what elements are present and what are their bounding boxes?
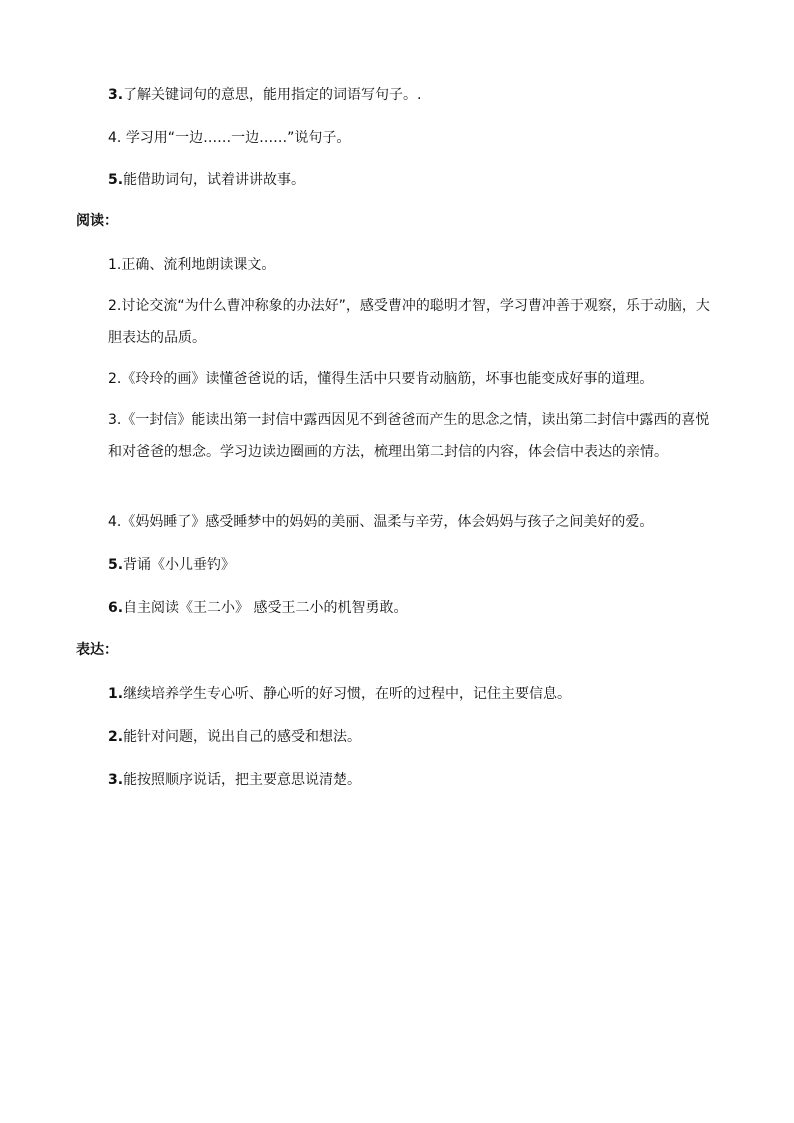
item-number: 6. bbox=[108, 600, 124, 616]
reading-item-2 bbox=[108, 290, 720, 354]
item-text: 了解关键词句的意思，能用指定的词语写句子。. bbox=[123, 87, 422, 103]
reading-item-5 bbox=[108, 555, 235, 575]
item-number: 5. bbox=[108, 172, 124, 188]
item-text: 讨论交流“为什么曹冲称象的办法好”，感受曹冲的聪明才智，学习曹冲善于观察，乐于动脑，大胆表达的品质。 bbox=[108, 298, 710, 346]
intro-item-5 bbox=[108, 170, 305, 190]
reading-item-2b bbox=[108, 369, 653, 389]
item-text: 《一封信》能读出第一封信中露西因见不到爸爸而产生的思念之情，读出第二封信中露西的喜悦和对爸爸的想念。学习边读边圈画的方法，梳理出第二封信的内容，体会信中表达的亲情。 bbox=[108, 412, 710, 460]
intro-item-4 bbox=[108, 128, 350, 148]
expression-item-3 bbox=[108, 770, 361, 790]
reading-heading: 阅读： bbox=[76, 213, 118, 229]
item-number: 3. bbox=[108, 412, 122, 428]
item-number: 2. bbox=[108, 729, 124, 745]
item-text: 自主阅读《王二小》 感受王二小的机智勇敢。 bbox=[123, 600, 408, 616]
item-number: 1. bbox=[108, 257, 122, 273]
item-text: 背诵《小儿垂钓》 bbox=[123, 557, 236, 573]
item-number: 1. bbox=[108, 686, 124, 702]
item-text: 继续培养学生专心听、静心听的好习惯，在听的过程中，记住主要信息。 bbox=[123, 686, 572, 702]
item-number: 4. bbox=[108, 130, 126, 146]
reading-item-6 bbox=[108, 598, 408, 618]
item-text: 《玲玲的画》读懂爸爸说的话，懂得生活中只要肯动脑筋，坏事也能变成好事的道理。 bbox=[121, 371, 654, 387]
item-number: 4. bbox=[108, 514, 122, 530]
intro-item-3 bbox=[108, 85, 422, 105]
item-number: 3. bbox=[108, 87, 124, 103]
item-number: 3. bbox=[108, 772, 124, 788]
expression-item-2 bbox=[108, 727, 361, 747]
item-number: 5. bbox=[108, 557, 124, 573]
item-number: 2. bbox=[108, 298, 122, 314]
item-text: 能针对问题，说出自己的感受和想法。 bbox=[123, 729, 362, 745]
item-number: 2. bbox=[108, 371, 122, 387]
item-text: 学习用“一边……一边……”说句子。 bbox=[125, 130, 351, 146]
reading-item-3 bbox=[108, 404, 720, 468]
item-text: 《妈妈睡了》感受睡梦中的妈妈的美丽、温柔与辛劳，体会妈妈与孩子之间美好的爱。 bbox=[121, 514, 654, 530]
reading-item-4 bbox=[108, 512, 653, 532]
item-text: 正确、流利地朗读课文。 bbox=[121, 257, 276, 273]
expression-item-1 bbox=[108, 684, 571, 704]
reading-item-1 bbox=[108, 255, 275, 275]
item-text: 能按照顺序说话，把主要意思说清楚。 bbox=[123, 772, 362, 788]
item-text: 能借助词句，试着讲讲故事。 bbox=[123, 172, 306, 188]
expression-heading: 表达： bbox=[76, 642, 118, 658]
